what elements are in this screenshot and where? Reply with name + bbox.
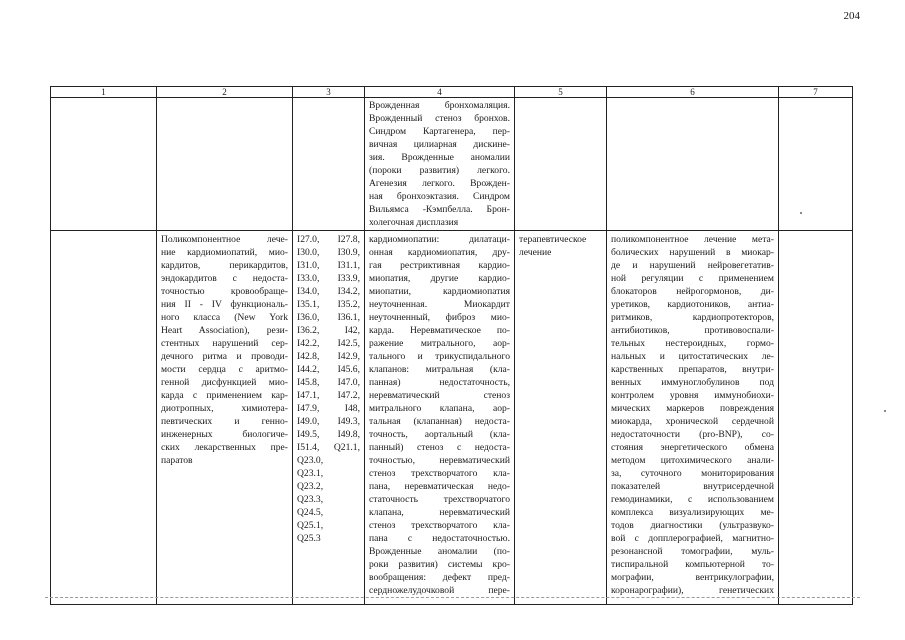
code-line: I51.4, Q21.1, [297, 442, 360, 453]
text-line: тодов диагностики (ультразвуко- [611, 520, 774, 531]
text-line: мографии, вентрикулографии, [611, 572, 774, 583]
column-header-2: 2 [157, 87, 293, 98]
text-line: (пороки развития) легкого. [369, 165, 510, 176]
text-line: клапанов: митральная (кла- [369, 364, 510, 375]
code-line: I49.5, I49.8, [297, 429, 360, 440]
text-line: карда. Неревматическое по- [369, 325, 510, 336]
text-line: паратов [161, 455, 193, 466]
text-line: эндокардитов с недоста- [161, 273, 288, 284]
text-line: точностью кровообраще- [161, 286, 288, 297]
text-line: Врожденная бронхомаляция. [369, 100, 510, 111]
code-line: I49.0, I49.3, [297, 416, 360, 427]
text-line: карственных препаратов, внутри- [611, 364, 774, 375]
text-line: показателей внутрисердечной [611, 481, 774, 492]
text-line: мости сердца с аритмо- [161, 364, 288, 375]
table-row [51, 231, 853, 605]
text-line: диотропных, химиотера- [161, 403, 288, 414]
code-line: Q24.5, [297, 507, 324, 518]
text-line: Врожденные аномалии (по- [369, 546, 510, 557]
text-line: нальных и цитостатических ле- [611, 351, 774, 362]
code-line: I30.0, I30.9, [297, 247, 360, 258]
text-line: за, суточного мониторирования [611, 468, 774, 479]
text-line: вообращения: дефект пред- [369, 572, 510, 583]
text-line: лечение [519, 247, 552, 258]
text-line: миопатии, кардиомиопатия [369, 286, 510, 297]
text-line: ного класса (New York [161, 312, 288, 323]
text-line: тиспиральной компьютерной то- [611, 559, 774, 570]
text-line: Поликомпонентное лече- [161, 234, 288, 245]
row-a-col1 [51, 98, 157, 231]
code-line: I27.0, I27.8, [297, 234, 360, 245]
code-line: I42.8, I42.9, [297, 351, 360, 362]
row-a-col3 [293, 98, 365, 231]
code-line: Q23.2, [297, 481, 324, 492]
text-line: болических нарушений в миокар- [611, 247, 774, 258]
scan-speck [800, 212, 802, 214]
text-line: блокаторов нейрогормонов, ди- [611, 286, 774, 297]
code-line: I44.2, I45.6, [297, 364, 360, 375]
code-line: Q23.1, [297, 468, 324, 479]
code-line: I42.2, I42.5, [297, 338, 360, 349]
text-line: недостаточности (pro-BNP), со- [611, 429, 774, 440]
code-line: I36.0, I36.1, [297, 312, 360, 323]
text-line: роки развития) системы кро- [369, 559, 510, 570]
text-line: певтических и генно- [161, 416, 288, 427]
code-line: I33.0, I33.9, [297, 273, 360, 284]
text-line: онная кардиомиопатия, дру- [369, 247, 510, 258]
text-line: пана, неревматическая недо- [369, 481, 510, 492]
text-line: точностью, неревматический [369, 455, 510, 466]
text-line: вой с допплерографией, магнитно- [611, 533, 774, 544]
code-line: Q25.1, [297, 520, 324, 531]
text-line: уретиков, кардиотоников, антиа- [611, 299, 774, 310]
text-line: методом цитохимического анали- [611, 455, 774, 466]
row-a-col7 [779, 98, 853, 231]
code-line: Q23.0, [297, 455, 324, 466]
text-line: неуточненный, фиброз мио- [369, 312, 510, 323]
text-line: ритмиков, кардиопротекторов, [611, 312, 774, 323]
text-line: пана с недостаточностью. [369, 533, 510, 544]
text-line: неревматический стеноз [369, 390, 510, 401]
text-line: Синдром Картагенера, пер- [369, 126, 510, 137]
text-line: поликомпонентное лечение мета- [611, 234, 774, 245]
text-line: стентных нарушений сер- [161, 338, 288, 349]
text-line: статочность трехстворчатого [369, 494, 510, 505]
column-header-6: 6 [607, 87, 779, 98]
text-line: коронарографии), генетических [611, 585, 774, 596]
text-line: генной дисфункцией мио- [161, 377, 288, 388]
text-line: кардитов, перикардитов, [161, 260, 288, 271]
column-header-1: 1 [51, 87, 157, 98]
text-line: точность, аортальный (кла- [369, 429, 510, 440]
medical-care-table [50, 86, 853, 605]
icd-codes-cell [293, 231, 365, 605]
text-line: стеноз трехстворчатого кла- [369, 468, 510, 479]
text-line: неуточненная. Миокардит [369, 299, 510, 310]
text-line: гая рестриктивная кардио- [369, 260, 510, 271]
text-line: Heart Association), рези- [161, 325, 288, 336]
text-line: дечного ритма и проводи- [161, 351, 288, 362]
text-line: холегочная дисплазия [369, 217, 459, 228]
text-line: кардиомиопатии: дилатаци- [369, 234, 510, 245]
text-line: панная) недостаточность, [369, 377, 510, 388]
column-header-5: 5 [515, 87, 607, 98]
code-line: I36.2, I42, [297, 325, 360, 336]
text-line: инженерных биологиче- [161, 429, 288, 440]
text-line: ния II - IV функциональ- [161, 299, 288, 310]
text-line: венных иммуноглобулинов под [611, 377, 774, 388]
text-line: миопатия, другие кардио- [369, 273, 510, 284]
text-line: контролем уровня иммунобиохи- [611, 390, 774, 401]
text-line: миокарда, хронической сердечной [611, 416, 774, 427]
text-line: ная бронхоэктазия. Синдром [369, 191, 510, 202]
text-line: ражение митрального, аор- [369, 338, 510, 349]
text-line: ной регуляции с применением [611, 273, 774, 284]
text-line: Вильямса -Кэмпбелла. Брон- [369, 204, 510, 215]
text-line: гемодинамики, с использованием [611, 494, 774, 505]
table-row [51, 98, 853, 231]
text-line: ние кардиомиопатий, мио- [161, 247, 288, 258]
code-line: I47.1, I47.2, [297, 390, 360, 401]
diagnosis-cell [365, 231, 515, 605]
text-line: зия. Врожденные аномалии [369, 152, 510, 163]
text-line: вичная цилиарная дискине- [369, 139, 510, 150]
text-line: комплекса визуализирующих ме- [611, 507, 774, 518]
column-header-3: 3 [293, 87, 365, 98]
text-line: мических маркеров повреждения [611, 403, 774, 414]
row-b-col7 [779, 231, 853, 605]
row-b-col1 [51, 231, 157, 605]
column-number-row [51, 87, 853, 98]
code-line: I45.8, I47.0, [297, 377, 360, 388]
care-type-cell [515, 231, 607, 605]
text-line: сердножелудочковой пере- [369, 585, 510, 596]
text-line: де и нарушений нейровегетатив- [611, 260, 774, 271]
treatment-profile-cell [157, 231, 293, 605]
treatment-method-cell [607, 231, 779, 605]
row-a-col5 [515, 98, 607, 231]
page-cut-line [45, 597, 860, 598]
page-number: 204 [843, 10, 860, 22]
text-line: тального и трикуспидального [369, 351, 510, 362]
code-line: I47.9, I48, [297, 403, 360, 414]
text-line: Агенезия легкого. Врожден- [369, 178, 510, 189]
code-line: I35.1, I35.2, [297, 299, 360, 310]
text-line: митрального клапана, аор- [369, 403, 510, 414]
text-line: стояния энергетического обмена [611, 442, 774, 453]
text-line: антибиотиков, противовоспали- [611, 325, 774, 336]
row-a-diagnosis-cell [365, 98, 515, 231]
code-line: Q25.3 [297, 533, 321, 544]
text-line: клапана, неревматический [369, 507, 510, 518]
text-line: Врожденный стеноз бронхов. [369, 113, 510, 124]
text-line: ских лекарственных пре- [161, 442, 288, 453]
text-line: карда с применением кар- [161, 390, 288, 401]
text-line: панный) стеноз с недоста- [369, 442, 510, 453]
code-line: I31.0, I31.1, [297, 260, 360, 271]
text-line: тальная (клапанная) недоста- [369, 416, 510, 427]
column-header-4: 4 [365, 87, 515, 98]
row-a-col2 [157, 98, 293, 231]
code-line: I34.0, I34.2, [297, 286, 360, 297]
row-a-col6 [607, 98, 779, 231]
scan-speck [884, 410, 886, 412]
column-header-7: 7 [779, 87, 853, 98]
text-line: терапевтическое [519, 234, 587, 245]
code-line: Q23.3, [297, 494, 324, 505]
text-line: резонансной томографии, муль- [611, 546, 774, 557]
text-line: стеноз трехстворчатого кла- [369, 520, 510, 531]
text-line: тельных нестероидных, гормо- [611, 338, 774, 349]
